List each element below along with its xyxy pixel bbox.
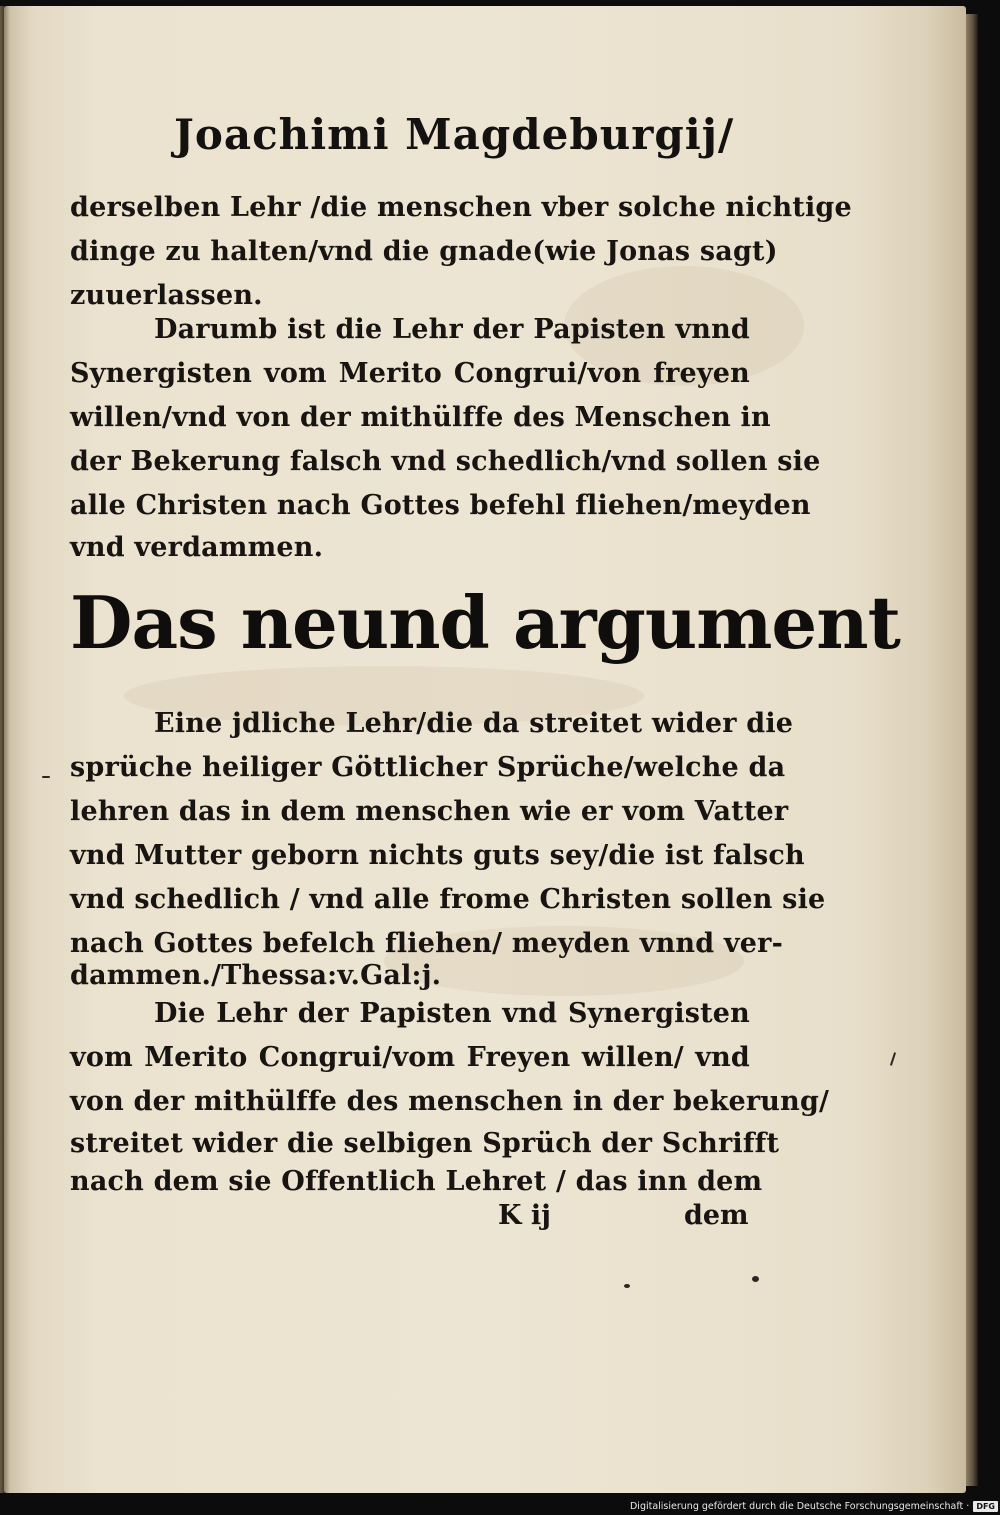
running-head: Joachimi Magdeburgij/ — [174, 110, 735, 159]
text-line: zuuerlassen. — [70, 280, 263, 311]
signature-mark: K ij — [498, 1200, 551, 1231]
text-line: der Bekerung falsch vnd schedlich/vnd sollen sie — [70, 446, 821, 477]
text-line: dammen./Thessa:v.Gal:j. — [70, 960, 442, 991]
ink-speck — [752, 1276, 759, 1282]
text-line: Eine jdliche Lehr/die da streitet wider die — [154, 708, 794, 739]
footer-credit — [600, 1499, 998, 1513]
ink-speck — [890, 1052, 896, 1066]
text-line: von der mithülffe des menschen in der bekerung/ — [70, 1086, 830, 1117]
book-page — [4, 6, 966, 1493]
text-line: streitet wider die selbigen Sprüch der Schrifft — [70, 1128, 780, 1159]
footer-credit-text: Digitalisierung gefördert durch die Deutsche Forschungsgemeinschaft · — [629, 1500, 970, 1512]
text-line: nach Gottes befelch fliehen/ meyden vnnd ver- — [70, 928, 784, 959]
text-line: nach dem sie Offentlich Lehret / das inn dem — [70, 1166, 763, 1197]
text-line: vom Merito Congrui/vom Freyen willen/ vnd — [70, 1042, 750, 1073]
text-line: dinge zu halten/vnd die gnade(wie Jonas sagt) — [70, 236, 778, 267]
text-line: alle Christen nach Gottes befehl fliehen/meyden — [70, 490, 811, 521]
ink-speck — [42, 776, 50, 778]
text-line: vnd schedlich / vnd alle frome Christen sollen sie — [70, 884, 826, 915]
text-line: sprüche heiliger Göttlicher Sprüche/welche da — [70, 752, 786, 783]
ink-speck — [624, 1284, 630, 1288]
page-edge-shadow — [966, 14, 978, 1486]
dfg-logo-icon: DFG — [973, 1501, 998, 1512]
text-line: lehren das in dem menschen wie er vom Vatter — [70, 796, 789, 827]
text-line: Synergisten vom Merito Congrui/von freyen — [70, 358, 750, 389]
text-line: willen/vnd von der mithülffe des Menschen in — [70, 402, 771, 433]
text-line: derselben Lehr /die menschen vber solche nichtige — [70, 192, 852, 223]
text-line: Die Lehr der Papisten vnd Synergisten — [154, 998, 750, 1029]
text-line: vnd Mutter geborn nichts guts sey/die ist falsch — [70, 840, 805, 871]
text-line: Darumb ist die Lehr der Papisten vnnd — [154, 314, 750, 345]
section-heading: Das neund argument — [70, 580, 900, 665]
catchword: dem — [684, 1200, 749, 1231]
binding-shadow — [0, 6, 10, 1493]
text-line: vnd verdammen. — [70, 532, 324, 563]
